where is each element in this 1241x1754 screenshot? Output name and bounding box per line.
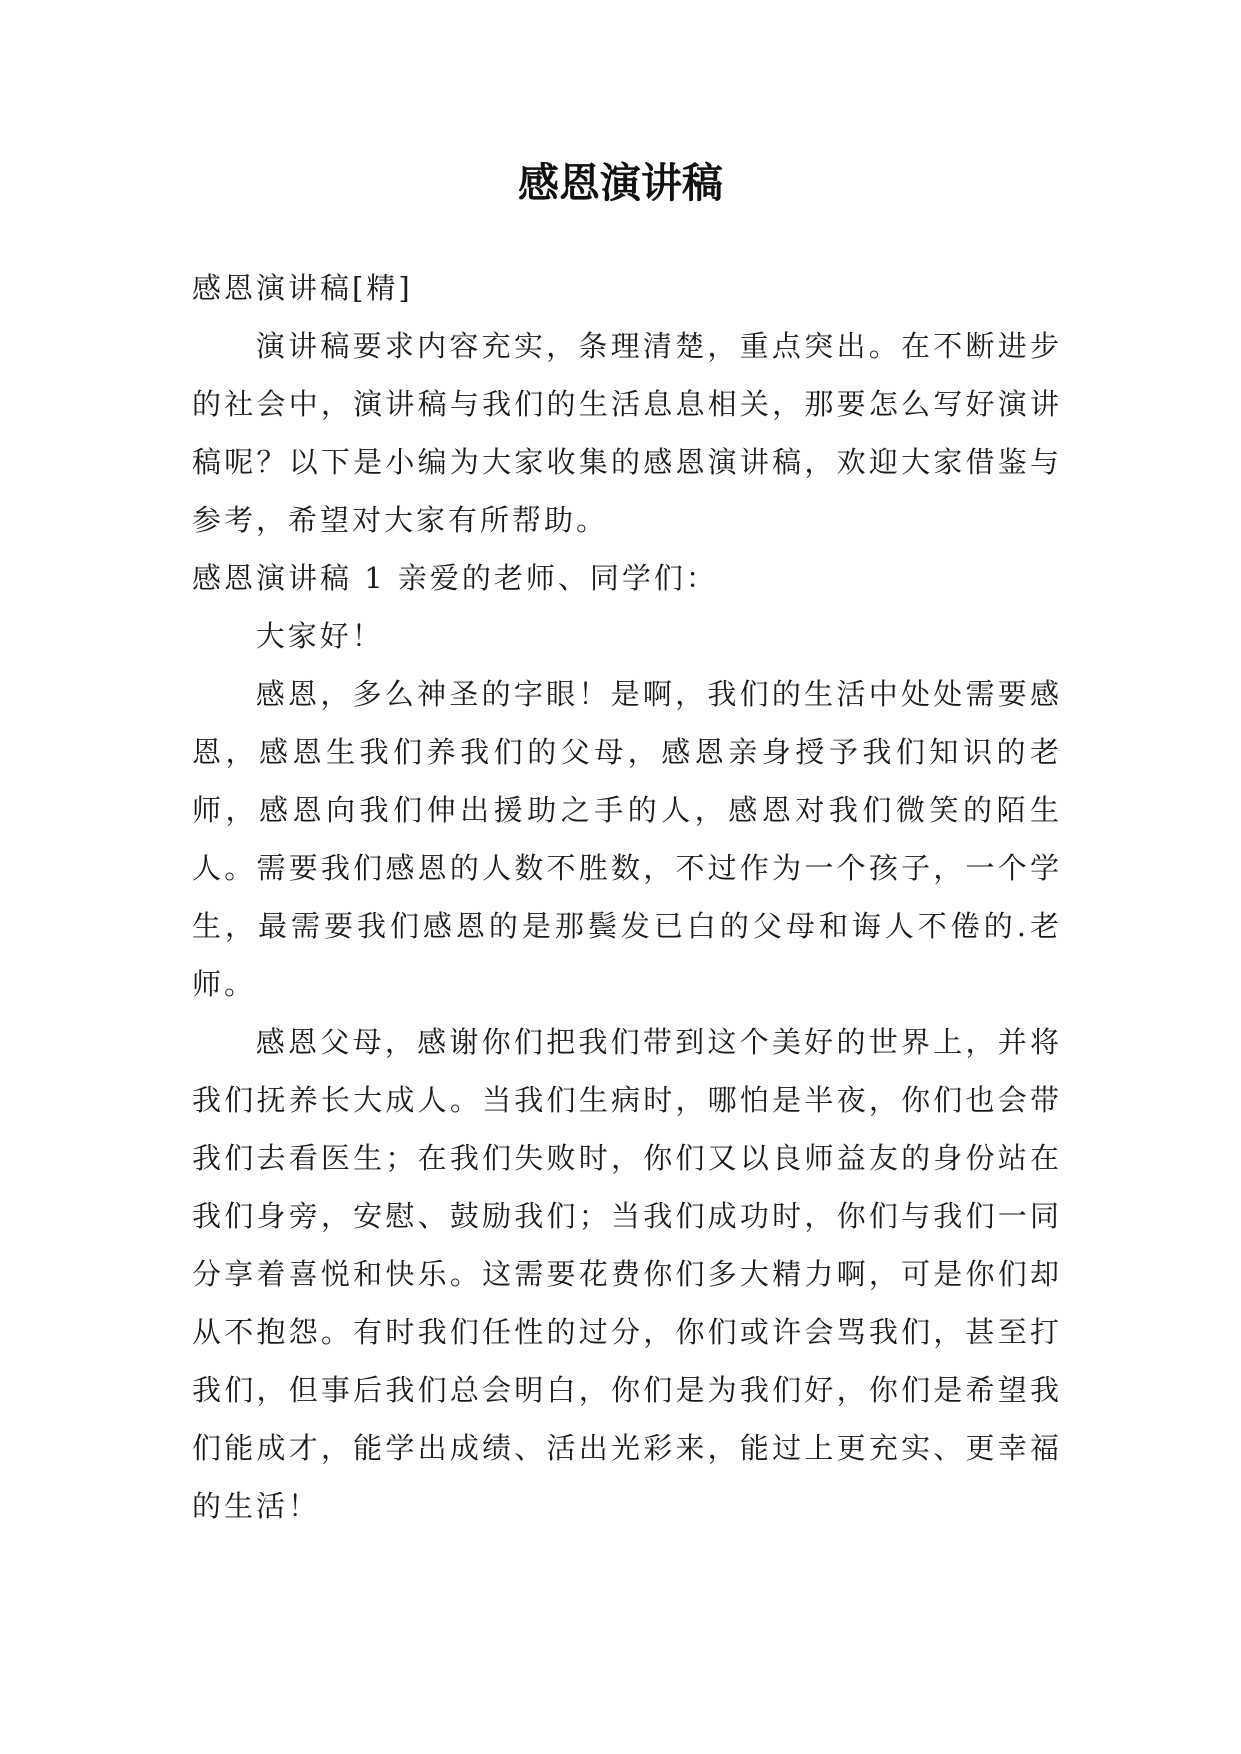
document-body xyxy=(192,259,1062,1535)
document-title: 感恩演讲稿 xyxy=(518,159,723,207)
paragraph-subtitle: 感恩演讲稿[精] xyxy=(192,271,413,305)
paragraph-parents: 感恩父母，感谢你们把我们带到这个美好的世界上，并将我们抚养长大成人。当我们生病时，哪怕是半夜，你们也会带我们去看医生；在我们失败时，你们又以良师益友的身份站在我们身旁，安慰、鼓励我们；当我们成功时，你们与我们一同分享着喜悦和快乐。这需要花费你们多大精力啊，可是你们却从不抱怨。有时我们任性的过分，你们或许会骂我们，甚至打我们，但事后我们总会明白，你们是为我们好，你们是希望我们能成才，能学出成绩、活出光彩来，能过上更充实、更幸福的生活！ xyxy=(192,1025,1062,1523)
paragraph-greeting: 大家好！ xyxy=(255,619,384,653)
paragraph-gratitude: 感恩，多么神圣的字眼！是啊，我们的生活中处处需要感恩，感恩生我们养我们的父母，感恩亲身授予我们知识的老师，感恩向我们伸出援助之手的人，感恩对我们微笑的陌生人。需要我们感恩的人数不胜数，不过作为一个孩子，一个学生，最需要我们感恩的是那鬓发已白的父母和诲人不倦的.老师。 xyxy=(192,677,1062,1001)
paragraph-intro: 演讲稿要求内容充实，条理清楚，重点突出。在不断进步的社会中，演讲稿与我们的生活息息相关，那要怎么写好演讲稿呢？以下是小编为大家收集的感恩演讲稿，欢迎大家借鉴与参考，希望对大家有所帮助。 xyxy=(192,329,1062,537)
paragraph-speech-heading: 感恩演讲稿 1 亲爱的老师、同学们： xyxy=(192,561,718,595)
